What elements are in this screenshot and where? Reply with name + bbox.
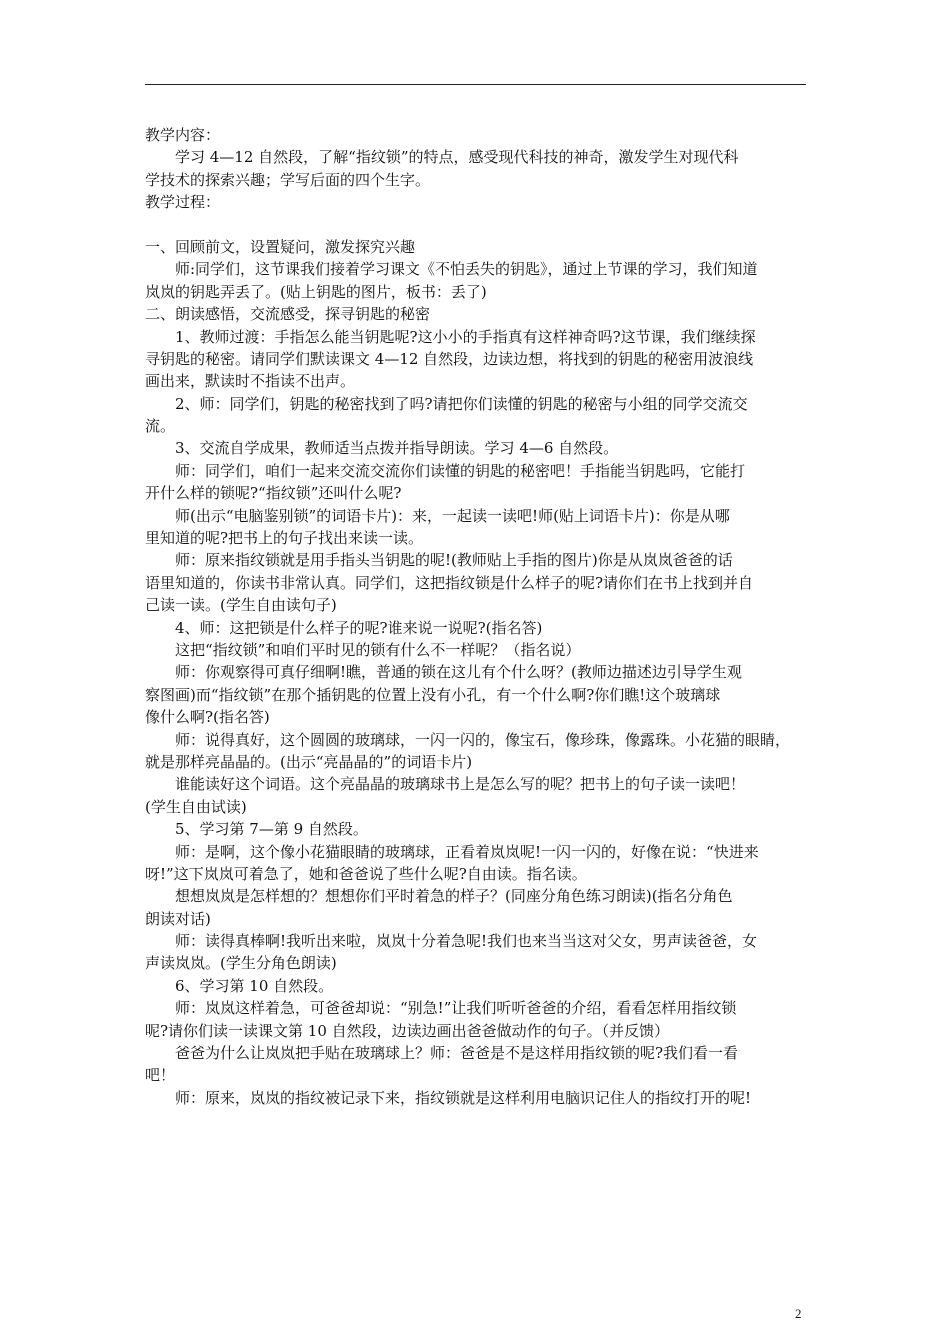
paragraph-line: 察图画)而“指纹锁”在那个插钥匙的位置上没有小孔，有一个什么啊?你们瞧!这个玻璃球 [145, 685, 721, 704]
paragraph-line: 师：读得真棒啊!我听出来啦，岚岚十分着急呢!我们也来当当这对父女，男声读爸爸，女 [175, 932, 758, 951]
paragraph-line: 呢?请你们读一读课文第 10 自然段，边读边画出爸爸做动作的句子。（并反馈） [145, 1021, 670, 1040]
paragraph-line: 学习 4—12 自然段，了解“指纹锁”的特点，感受现代科技的神奇，激发学生对现代科 [175, 148, 739, 167]
paragraph-line: 师：同学们，咱们一起来交流交流你们读懂的钥匙的秘密吧！手指能当钥匙吗，它能打 [175, 461, 746, 480]
paragraph-line: 声读岚岚。(学生分角色朗读) [145, 954, 337, 973]
section-heading: 二、朗读感悟，交流感受，探寻钥匙的秘密 [145, 305, 431, 324]
paragraph-line: 4、师：这把锁是什么样子的呢?谁来说一说呢?(指名答) [175, 618, 543, 637]
page-number: 2 [795, 1306, 802, 1321]
paragraph-line: 6、学习第 10 自然段。 [175, 976, 334, 995]
paragraph-line: 1、教师过渡：手指怎么能当钥匙呢?这小小的手指真有这样神奇吗?这节课，我们继续探 [175, 327, 756, 346]
paragraph-line: 师：原来，岚岚的指纹被记录下来，指纹锁就是这样利用电脑识记住人的指纹打开的呢! [175, 1088, 752, 1107]
paragraph-line: (学生自由试读) [145, 797, 247, 816]
paragraph-line: 寻钥匙的秘密。请同学们默读课文 4—12 自然段，边读边想，将找到的钥匙的秘密用波浪线 [145, 349, 754, 368]
paragraph-line: 师:同学们，这节课我们接着学习课文《不怕丢失的钥匙》，通过上节课的学习，我们知道 [175, 260, 758, 279]
header-rule [145, 84, 806, 85]
paragraph-line: 呀!”这下岚岚可着急了，她和爸爸说了些什么呢?自由读。指名读。 [145, 864, 587, 883]
paragraph-line: 就是那样亮晶晶的。(出示“亮晶晶的”的词语卡片) [145, 752, 473, 771]
blank-line [145, 214, 807, 236]
paragraph-line: 朗读对话) [145, 909, 211, 928]
paragraph-line: 流。 [145, 417, 176, 436]
paragraph-line: 学技术的探索兴趣；学写后面的四个生字。 [145, 170, 431, 189]
paragraph-line: 画出来，默读时不指读不出声。 [145, 372, 356, 391]
paragraph-line: 3、交流自学成果，教师适当点拨并指导朗读。学习 4—6 自然段。 [175, 439, 619, 458]
paragraph-line: 爸爸为什么让岚岚把手贴在玻璃球上？师：爸爸是不是这样用指纹锁的呢?我们看一看 [175, 1044, 739, 1063]
paragraph-line: 这把“指纹锁”和咱们平时见的锁有什么不一样呢？（指名说） [175, 640, 581, 659]
paragraph-line: 里知道的呢?把书上的句子找出来读一读。 [145, 529, 424, 548]
paragraph-line: 5、学习第 7—第 9 自然段。 [175, 820, 368, 839]
paragraph-line: 师：岚岚这样着急，可爸爸却说：“别急!”让我们听听爸爸的介绍，看看怎样用指纹锁 [175, 999, 737, 1018]
paragraph-line: 岚岚的钥匙弄丢了。(贴上钥匙的图片，板书：丢了) [145, 282, 487, 301]
paragraph-line: 师：你观察得可真仔细啊!瞧，普通的锁在这儿有个什么呀？(教师边描述边引导学生观 [175, 663, 742, 682]
paragraph-line: 吧！ [145, 1066, 176, 1085]
section-label: 教学过程： [145, 193, 221, 212]
paragraph-line: 师：是啊，这个像小花猫眼睛的玻璃球，正看着岚岚呢!一闪一闪的，好像在说：“快进来 [175, 842, 759, 861]
paragraph-line: 师(出示“电脑鉴别锁”的词语卡片)：来，一起读一读吧!师(贴上词语卡片)：你是从哪 [175, 506, 730, 525]
paragraph-line: 像什么啊?(指名答) [145, 708, 270, 727]
paragraph-line: 师：说得真好，这个圆圆的玻璃球，一闪一闪的，像宝石，像珍珠，像露珠。小花猫的眼睛， [175, 730, 791, 749]
paragraph-line: 2、师：同学们，钥匙的秘密找到了吗?请把你们读懂的钥匙的秘密与小组的同学交流交 [175, 394, 748, 413]
paragraph-line: 开什么样的锁呢?“指纹锁”还叫什么呢? [145, 484, 402, 503]
paragraph-line: 想想岚岚是怎样想的？想想你们平时着急的样子？(同座分角色练习朗读)(指名分角色 [175, 887, 733, 906]
paragraph-line: 己读一读。(学生自由读句子) [145, 596, 337, 615]
paragraph-line: 谁能读好这个词语。这个亮晶晶的玻璃球书上是怎么写的呢？把书上的句子读一读吧！ [175, 775, 746, 794]
section-heading: 一、回顾前文，设置疑问，激发探究兴趣 [145, 237, 416, 256]
document-body [145, 124, 807, 1109]
section-label: 教学内容： [145, 126, 221, 144]
paragraph-line: 师：原来指纹锁就是用手指头当钥匙的呢!(教师贴上手指的图片)你是从岚岚爸爸的话 [175, 551, 733, 570]
paragraph-line: 语里知道的，你读书非常认真。同学们，这把指纹锁是什么样子的呢?请你们在书上找到并自 [145, 573, 754, 592]
